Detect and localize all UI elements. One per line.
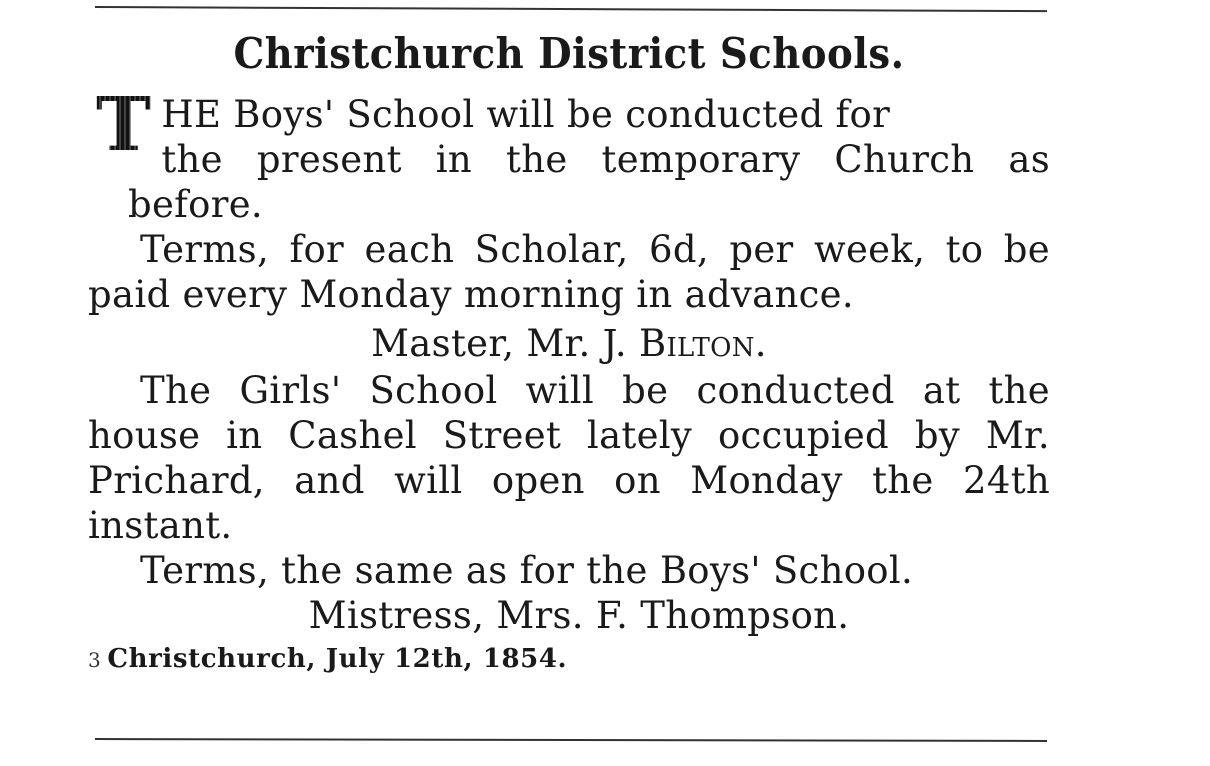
boys-school-paragraph (88, 82, 1050, 227)
boys-school-line1: HE Boys' School will be conducted for (161, 93, 891, 136)
ad-heading: Christchurch District Schools. (233, 29, 905, 78)
advertisement (88, 22, 1050, 677)
drop-cap: T (96, 82, 152, 168)
mistress-line: Mistress, Mrs. F. Thompson. (308, 594, 850, 637)
top-rule (95, 6, 1047, 12)
dateline-text: Christchurch, July 12th, 1854. (107, 644, 568, 674)
boys-school-line2: the present in the temporary Church as before. (128, 138, 1050, 226)
dateline (88, 642, 1050, 677)
dateline-mark: 3 (88, 648, 102, 672)
master-line (88, 321, 1050, 366)
girls-terms-paragraph: Terms, the same as for the Boys' School. (140, 549, 914, 592)
bottom-rule (95, 738, 1047, 742)
master-prefix: Master, Mr. J. (371, 322, 639, 365)
girls-school-paragraph: The Girls' School will be conducted at the house in Cashel Street lately occupied by Mr. Prichard, and will open on Monday the 24th instant. (88, 369, 1050, 547)
boys-terms-paragraph: Terms, for each Scholar, 6d, per week, to be paid every Monday morning in advance. (88, 228, 1050, 316)
master-surname: Bilton. (638, 322, 767, 365)
